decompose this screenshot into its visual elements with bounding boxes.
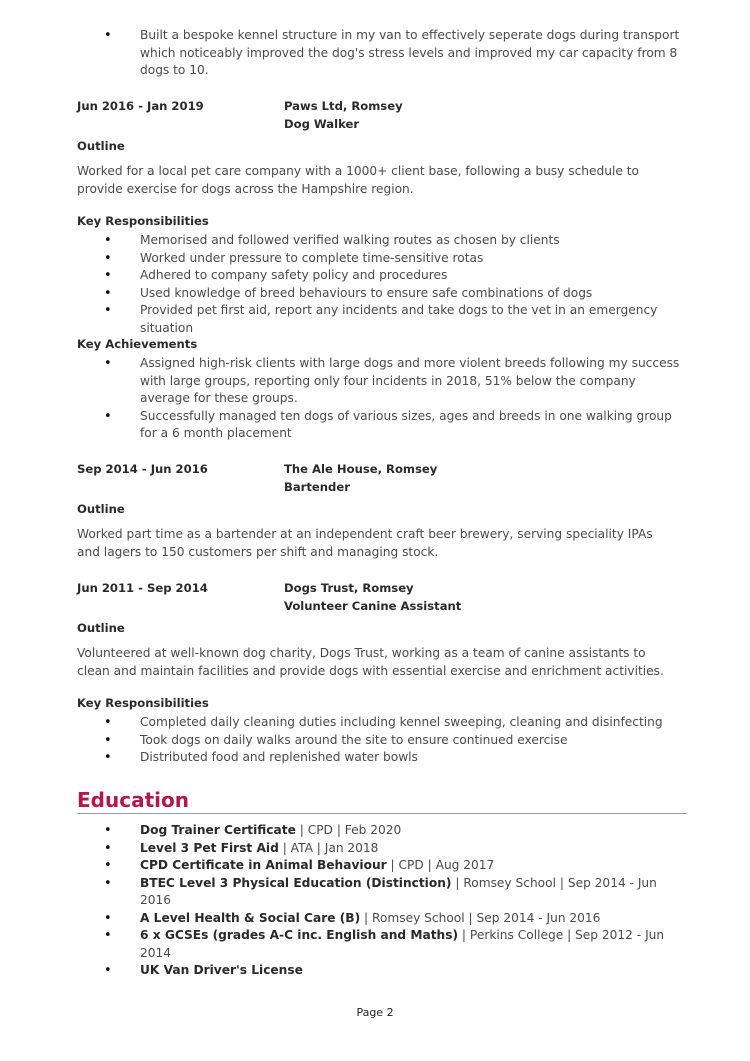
responsibilities-list	[77, 714, 687, 767]
list-item: • Successfully managed ten dogs of various sizes, ages and breeds in one walking group for a 6 month placement	[77, 408, 687, 443]
job-dates: Jun 2011 - Sep 2014	[77, 581, 208, 595]
qualification-name: 6 x GCSEs (grades A-C inc. English and Maths)	[140, 928, 459, 942]
qualification-detail: | Perkins College | Sep 2012 - Jun 2014	[140, 928, 665, 960]
job-entry-ale-house	[77, 461, 687, 496]
list-item: • Took dogs on daily walks around the site to ensure continued exercise	[77, 732, 687, 750]
job-entry-dogs-trust	[77, 580, 687, 615]
job-dates: Sep 2014 - Jun 2016	[77, 462, 208, 476]
job-employer: The Ale House, Romsey	[284, 462, 438, 476]
job-role: Bartender	[284, 479, 350, 494]
list-item	[77, 857, 687, 875]
previous-achievements	[77, 27, 687, 80]
job-outline: Volunteered at well-known dog charity, Dogs Trust, working as a team of canine assistants to clean and maintain facilities and provide dogs with essential exercise and enrichment activities.	[77, 646, 664, 678]
list-item	[77, 875, 687, 910]
list-item: • Distributed food and replenished water bowls	[77, 749, 687, 767]
page-number: Page 2	[356, 1006, 394, 1019]
job-role: Dog Walker	[284, 116, 360, 131]
job-outline: Worked for a local pet care company with a 1000+ client base, following a busy schedule to provide exercise for dogs across the Hampshire region.	[77, 164, 639, 196]
list-item: • Provided pet first aid, report any incidents and take dogs to the vet in an emergency situation	[77, 302, 687, 337]
list-item	[77, 927, 687, 962]
qualification-name: BTEC Level 3 Physical Education (Distinction)	[140, 875, 452, 890]
qualification-name: UK Van Driver's License	[140, 963, 303, 977]
job-outline: Worked part time as a bartender at an independent craft beer brewery, serving speciality IPAs and lagers to 150 customers per shift and managing stock.	[77, 527, 653, 559]
list-item: • Built a bespoke kennel structure in my van to effectively seperate dogs during transport which noticeably improved the dog's stress levels and improved my car capacity from 8 dogs to 10.	[77, 27, 687, 80]
list-item	[77, 840, 687, 858]
job-employer: Paws Ltd, Romsey	[284, 99, 403, 113]
achievements-heading: Key Achievements	[77, 337, 198, 351]
qualification-name: A Level Health & Social Care (B)	[140, 910, 361, 925]
job-entry-paws	[77, 98, 687, 133]
outline-heading: Outline	[77, 621, 125, 635]
job-role: Volunteer Canine Assistant	[284, 598, 462, 613]
outline-heading: Outline	[77, 502, 125, 516]
list-item: • Completed daily cleaning duties including kennel sweeping, cleaning and disinfecting	[77, 714, 687, 732]
outline-heading: Outline	[77, 139, 125, 153]
job-employer: Dogs Trust, Romsey	[284, 581, 414, 595]
qualification-name: CPD Certificate in Animal Behaviour	[140, 858, 387, 872]
list-item: • Used knowledge of breed behaviours to ensure safe combinations of dogs	[77, 285, 687, 303]
qualification-detail: | ATA | Jan 2018	[278, 840, 379, 855]
list-item	[77, 910, 687, 928]
qualification-name: Level 3 Pet First Aid	[140, 840, 279, 855]
qualification-name: Dog Trainer Certificate	[140, 823, 296, 837]
list-item: • Worked under pressure to complete time-sensitive rotas	[77, 250, 687, 268]
list-item	[77, 822, 687, 840]
achievements-list	[77, 355, 687, 443]
education-list	[77, 822, 687, 980]
list-item: • Assigned high-risk clients with large dogs and more violent breeds following my success with large groups, reporting only four incidents in 2018, 51% below the company average for these groups.	[77, 355, 687, 408]
job-dates: Jun 2016 - Jan 2019	[77, 99, 204, 113]
responsibilities-heading: Key Responsibilities	[77, 696, 209, 710]
responsibilities-heading: Key Responsibilities	[77, 214, 209, 228]
qualification-detail: | CPD | Feb 2020	[295, 823, 402, 837]
list-item	[77, 962, 687, 980]
list-item: • Memorised and followed verified walking routes as chosen by clients	[77, 232, 687, 250]
responsibilities-list	[77, 232, 687, 337]
qualification-detail: | Romsey School | Sep 2014 - Jun 2016	[360, 910, 601, 925]
education-heading: Education	[77, 788, 687, 814]
list-item: • Adhered to company safety policy and procedures	[77, 267, 687, 285]
qualification-detail: | CPD | Aug 2017	[386, 858, 495, 872]
qualification-detail: | Romsey School | Sep 2014 - Jun 2016	[140, 875, 657, 907]
